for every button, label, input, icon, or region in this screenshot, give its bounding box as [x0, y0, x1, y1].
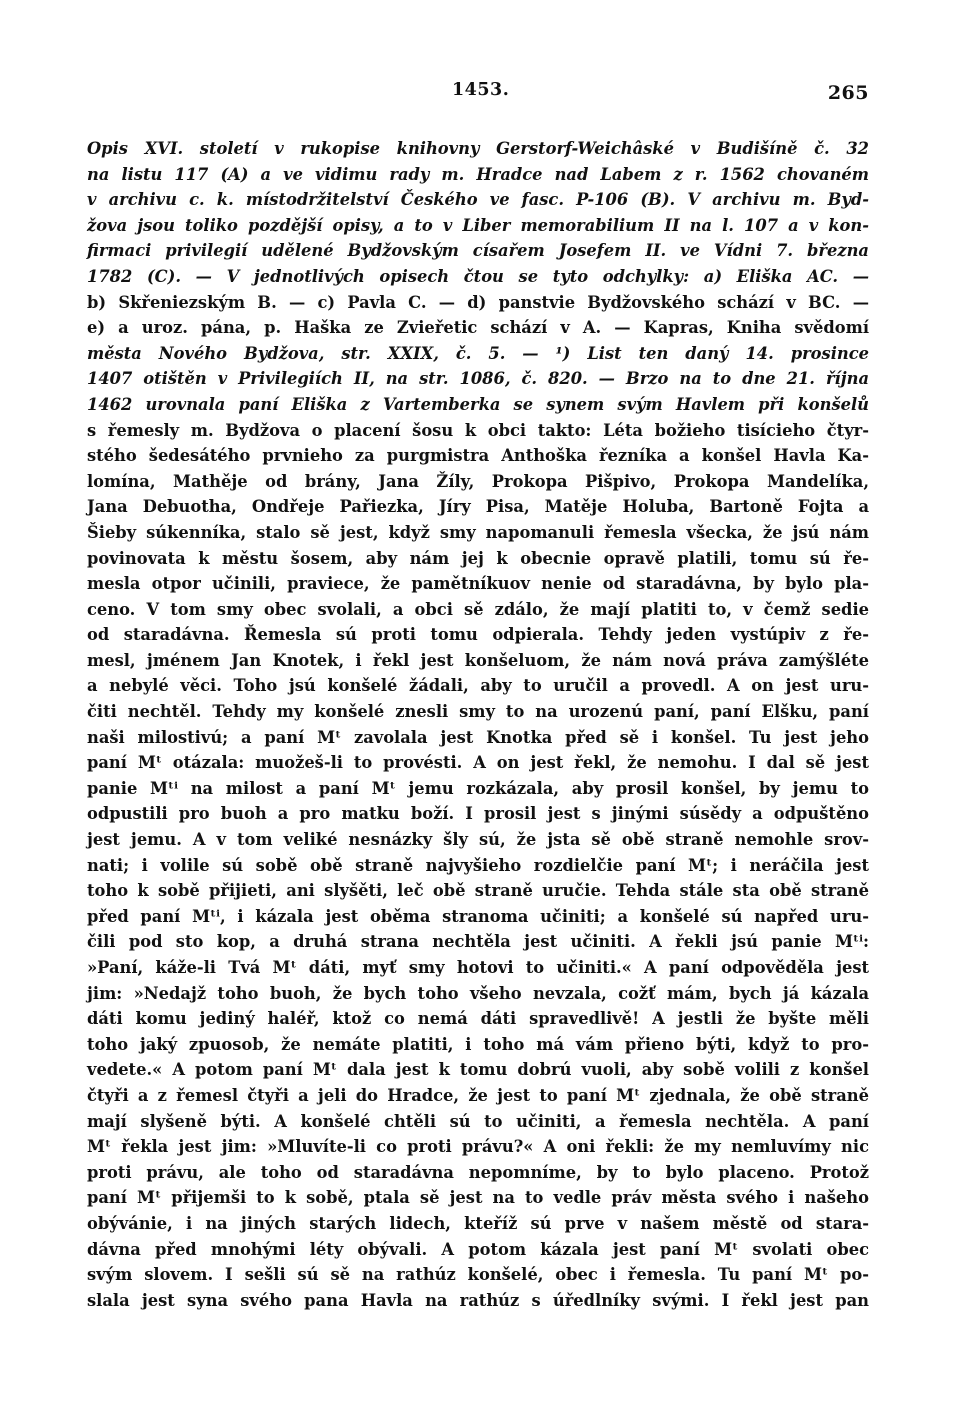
text-line: dávna před mnohými léty obývali. A potom kázala jest paní Mᵗ svolati obec [87, 1239, 869, 1259]
text-line: jest jemu. A v tom veliké nesnázky šly sú, že jsta sě obě straně nemohle srov- [87, 830, 869, 850]
body-text [87, 136, 869, 1313]
text-line: na listu 117 (A) a ve vidimu rady m. Hradce nad Labem z r. 1562 chovaném [87, 164, 869, 184]
text-line: paní Mᵗ otázala: muožeš-li to provésti. A on jest řekl, že nemohu. I dal sě jest [87, 753, 869, 773]
page-year-heading: 1453. [452, 80, 510, 100]
text-line: od staradávna. Řemesla sú proti tomu odpierala. Tehdy jeden vystúpiv z ře- [87, 625, 869, 645]
text-line: s řemesly m. Bydžova o placení šosu k obci takto: Léta božieho tisícieho čtyr- [87, 420, 869, 440]
text-line: obývánie, i na jiných starých lidech, kteříž sú prve v našem městě od stara- [87, 1213, 869, 1233]
text-line: města Nového Bydžova, str. XXIX, č. 5. — ¹) List ten daný 14. prosince [87, 343, 869, 363]
text-line: čili pod sto kop, a druhá strana nechtěla jest učiniti. A řekli jsú panie Mᵗⁱ: [87, 932, 869, 952]
text-line: a nebylé věci. Toho jsú konšelé žádali, aby to uručil a provedl. A on jest uru- [87, 676, 869, 696]
text-line: ceno. V tom smy obec svolali, a obci sě zdálo, že mají platiti to, v čemž sedie [87, 599, 869, 619]
text-line: naši milostivú; a paní Mᵗ zavolala jest Knotka před sě i konšel. Tu jest jeho [87, 727, 869, 747]
text-line: proti právu, ale toho od staradávna nepomníme, by to bylo placeno. Protož [87, 1162, 869, 1182]
text-line: žova jsou toliko pozdější opisy, a to v Liber memorabilium II na l. 107 a v kon- [87, 215, 869, 235]
text-line: povinovata k městu šosem, aby nám jej k obecnie opravě platili, tomu sú ře- [87, 548, 869, 568]
text-line: čiti nechtěl. Tehdy my konšelé znesli smy to na urozenú paní, paní Elšku, paní [87, 702, 869, 722]
text-line: 1407 otištěn v Privilegiích II, na str. 1086, č. 820. — Brzo na to dne 21. října [87, 369, 869, 389]
page-header [87, 74, 869, 136]
text-line: v archivu c. k. místodržitelství Českého ve fasc. P-106 (B). V archivu m. Byd- [87, 190, 869, 210]
text-line: mesla otpor učinili, praviece, že pamětníkuov nenie od staradávna, by bylo pla- [87, 574, 869, 594]
text-line: Jana Debuotha, Ondřeje Pařiezka, Jíry Pisa, Matěje Holuba, Bartoně Fojta a [87, 497, 869, 517]
text-line: svým slovem. I sešli sú sě na rathúz konšelé, obec i řemesla. Tu paní Mᵗ po- [87, 1265, 869, 1285]
text-line: mají slyšeně býti. A konšelé chtěli sú to učiniti, a řemesla nechtěla. A paní [87, 1111, 869, 1131]
text-line: stého šedesátého prvnieho za purgmistra Anthoška řezníka a konšel Havla Ka- [87, 446, 869, 466]
text-line: vedete.« A potom paní Mᵗ dala jest k tomu dobrú vuoli, aby sobě volili z konšel [87, 1060, 869, 1080]
text-line: toho jaký zpuosob, že nemáte platiti, i toho má vám přieno býti, když to pro- [87, 1034, 869, 1054]
text-line: toho k sobě přijieti, ani slyšěti, leč obě straně uručie. Tehda stále sta obě straně [87, 881, 869, 901]
text-line: Šieby súkenníka, stalo sě jest, když smy napomanuli řemesla všecka, že jsú nám [87, 522, 869, 542]
text-line: mesl, jménem Jan Knotek, i řekl jest konšeluom, že nám nová práva zamýšléte [87, 650, 869, 670]
text-line: b) Skřeniezským B. — c) Pavla C. — d) panstvie Bydžovského schází v BC. — [87, 292, 869, 312]
text-line: před paní Mᵗⁱ, i kázala jest oběma stranoma učiniti; a konšelé sú napřed uru- [87, 906, 869, 926]
text-line: slala jest syna svého pana Havla na rathúz s úředlníky svými. I řekl jest pan [87, 1290, 869, 1310]
text-line: 1462 urovnala paní Eliška z Vartemberka se synem svým Havlem při konšelů [87, 394, 869, 414]
text-line: panie Mᵗⁱ na milost a paní Mᵗ jemu rozkázala, aby prosil konšel, by jemu to [87, 778, 869, 798]
page-number: 265 [827, 82, 869, 104]
text-line: dáti komu jediný haléř, ktož co nemá dáti spravedlivě! A jestli že byšte měli [87, 1009, 869, 1029]
document-page [87, 74, 869, 1313]
text-line: jim: »Nedajž toho buoh, že bych toho všeho nevzala, cožť mám, bych já kázala [87, 983, 869, 1003]
text-line: nati; i volile sú sobě obě straně najvyšieho rozdielčie paní Mᵗ; i neráčila jest [87, 855, 869, 875]
text-line: Opis XVI. století v rukopise knihovny Gerstorf-Weichâské v Budišíně č. 32 [87, 139, 869, 158]
text-line: 1782 (C). — V jednotlivých opisech čtou se tyto odchylky: a) Eliška AC. — [87, 266, 869, 286]
text-line: »Paní, káže-li Tvá Mᵗ dáti, myť smy hotovi to učiniti.« A paní odpověděla jest [87, 958, 869, 977]
text-line: lomína, Mathěje od brány, Jana Žíly, Prokopa Pišpivo, Prokopa Mandelíka, [87, 471, 869, 491]
text-line: čtyři a z řemesl čtyři a jeli do Hradce, že jest to paní Mᵗ zjednala, že obě straně [87, 1085, 869, 1105]
text-line: Mᵗ řekla jest jim: »Mluvíte-li co proti právu?« A oni řekli: že my nemluvímy nic [87, 1137, 869, 1157]
text-line: odpustili pro buoh a pro matku boží. I prosil jest s jinými súsědy a odpuštěno [87, 804, 869, 824]
text-line: paní Mᵗ přijemši to k sobě, ptala sě jest na to vedle práv města svého i našeho [87, 1188, 869, 1208]
text-line: e) a uroz. pána, p. Haška ze Zvieřetic schází v A. — Kapras, Kniha svědomí [87, 318, 869, 338]
text-line: firmaci privilegií udělené Bydžovským císařem Josefem II. ve Vídni 7. března [87, 241, 869, 261]
